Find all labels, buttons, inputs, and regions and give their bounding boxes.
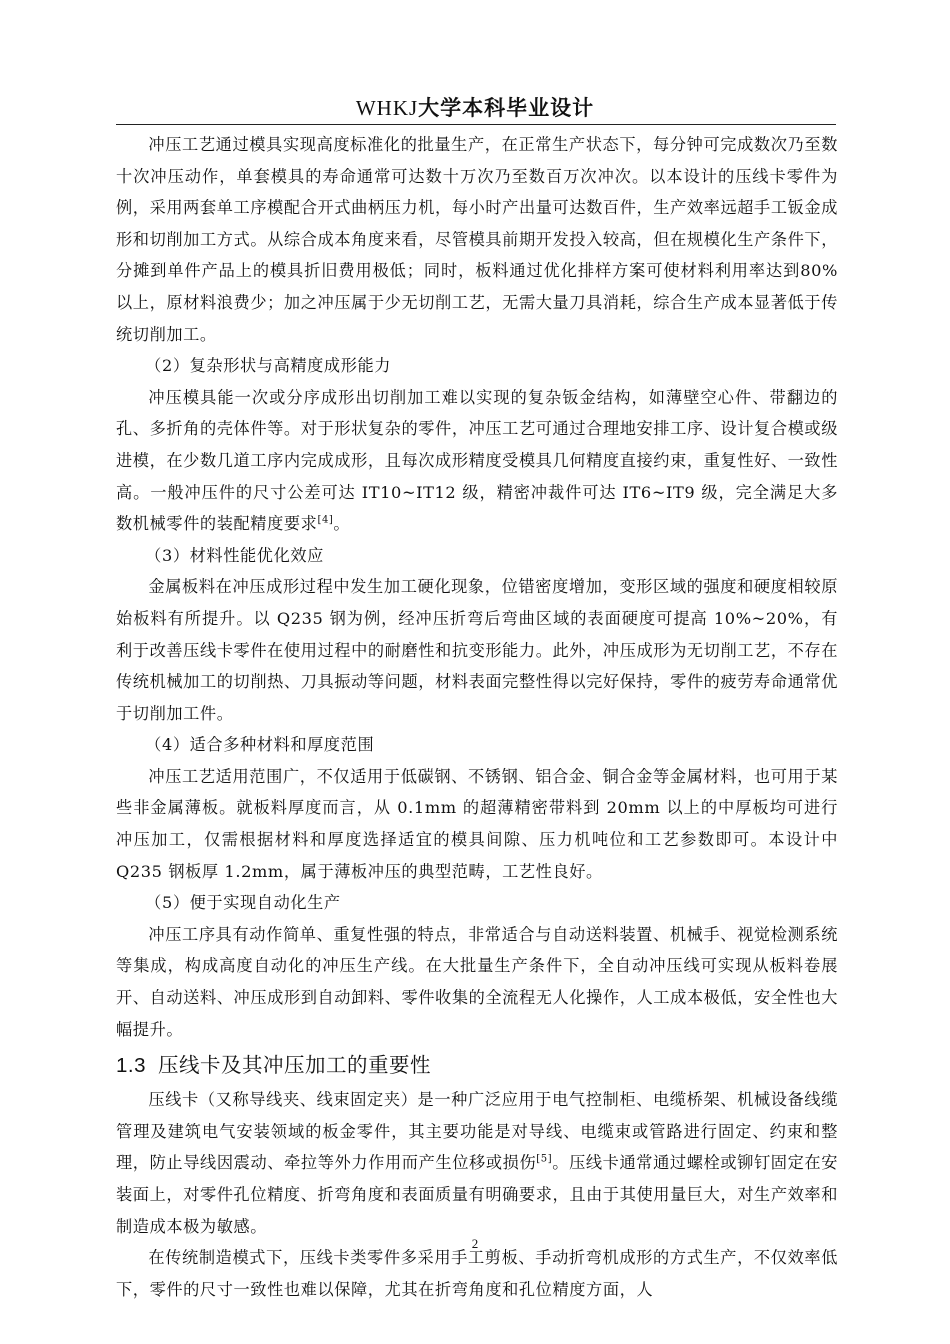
- subsection-heading: [116, 887, 838, 919]
- subsection-heading-text: （4）适合多种材料和厚度范围: [145, 735, 375, 755]
- page-header: [0, 94, 950, 122]
- paragraph: [116, 761, 838, 887]
- subsection-heading-text: （2）复杂形状与高精度成形能力: [145, 356, 392, 376]
- paragraph: [116, 129, 838, 350]
- paragraph-text-tail: 。压线卡通常通过螺栓或铆钉固定在安装面上，对零件孔位精度、折弯角度和表面质量有明确要求，且由于其使用量巨大，对生产效率和制造成本极为敏感。: [116, 1153, 839, 1236]
- document-body: [116, 129, 838, 1305]
- paragraph: [116, 1084, 838, 1242]
- header-title: 大学本科毕业设计: [418, 96, 595, 120]
- citation-reference: [5]: [536, 1154, 553, 1166]
- section-title: 压线卡及其冲压加工的重要性: [158, 1053, 431, 1078]
- paragraph-text: 冲压工艺通过模具实现高度标准化的批量生产，在正常生产状态下，每分钟可完成数次乃至数十次冲压动作，单套模具的寿命通常可达数十万次乃至数百万次冲次。以本设计的压线卡零件为例，采用两套单工序模配合开式曲柄压力机，每小时产出量可达数百件，生产效率远超手工钣金成形和切削加工方式。从综合成本角度来看，尽管模具前期开发投入较高，但在规模化生产条件下，分摊到单件产品上的模具折旧费用极低；同时，板料通过优化排样方案可使材料利用率达到80%以上，原材料浪费少；加之冲压属于少无切削工艺，无需大量刀具消耗，综合生产成本显著低于传统切削加工。: [116, 135, 838, 344]
- subsection-heading-text: （5）便于实现自动化生产: [145, 893, 341, 913]
- paragraph-text: 压线卡（又称导线夹、线束固定夹）是一种广泛应用于电气控制柜、电缆桥架、机械设备线缆管理及建筑电气安装领域的板金零件，其主要功能是对导线、电缆束或管路进行固定、约束和整理，防止导线因震动、牵拉等外力作用而产生位移或损伤: [116, 1090, 838, 1173]
- paragraph-text-tail: 。: [333, 514, 351, 534]
- paragraph-text: 冲压模具能一次或分序成形出切削加工难以实现的复杂钣金结构，如薄壁空心件、带翻边的孔、多折角的壳体件等。对于形状复杂的零件，冲压工艺可通过合理地安排工序、设计复合模或级进模，在少数几道工序内完成成形，且每次成形精度受模具几何精度直接约束，重复性好、一致性高。一般冲压件的尺寸公差可达 IT10~IT12 级，精密冲裁件可达 IT6~IT9 级，完全满足大多数机械零件的装配精度要求: [116, 387, 838, 534]
- paragraph-text: 冲压工艺适用范围广，不仅适用于低碳钢、不锈钢、铝合金、铜合金等金属材料，也可用于某些非金属薄板。就板料厚度而言，从 0.1mm 的超薄精密带料到 20mm 以上的中厚板均可进行冲压加工，仅需根据材料和厚度选择适宜的模具间隙、压力机吨位和工艺参数即可。本设计中 Q235 钢板厚 1.2mm，属于薄板冲压的典型范畴，工艺性良好。: [116, 766, 838, 881]
- subsection-heading: [116, 540, 838, 572]
- paragraph-text: 在传统制造模式下，压线卡类零件多采用手工剪板、手动折弯机成形的方式生产，不仅效率低下，零件的尺寸一致性也难以保障，尤其在折弯角度和孔位精度方面，人: [116, 1248, 838, 1299]
- subsection-heading-text: （3）材料性能优化效应: [145, 545, 324, 565]
- subsection-heading: [116, 729, 838, 761]
- header-rule: [116, 124, 836, 125]
- header-latin: WHKJ: [355, 96, 419, 120]
- subsection-heading: [116, 350, 838, 382]
- section-number: 1.3: [116, 1054, 146, 1078]
- paragraph-text: 金属板料在冲压成形过程中发生加工硬化现象，位错密度增加，变形区域的强度和硬度相较原始板料有所提升。以 Q235 钢为例，经冲压折弯后弯曲区域的表面硬度可提高 10%~20%，有利于改善压线卡零件在使用过程中的耐磨性和抗变形能力。此外，冲压成形为无切削工艺，不存在传统机械加工的切削热、刀具振动等问题，材料表面完整性得以完好保持，零件的疲劳寿命通常优于切削加工件。: [116, 577, 838, 723]
- page-number: 2: [471, 1236, 479, 1251]
- section-heading: [116, 1047, 838, 1084]
- paragraph-text: 冲压工序具有动作简单、重复性强的特点，非常适合与自动送料装置、机械手、视觉检测系统等集成，构成高度自动化的冲压生产线。在大批量生产条件下，全自动冲压线可实现从板料卷展开、自动送料、冲压成形到自动卸料、零件收集的全流程无人化操作，人工成本极低，安全性也大幅提升。: [116, 924, 838, 1039]
- paragraph: [116, 571, 838, 729]
- paragraph: [116, 382, 838, 540]
- citation-reference: [4]: [317, 514, 334, 526]
- paragraph: [116, 919, 838, 1045]
